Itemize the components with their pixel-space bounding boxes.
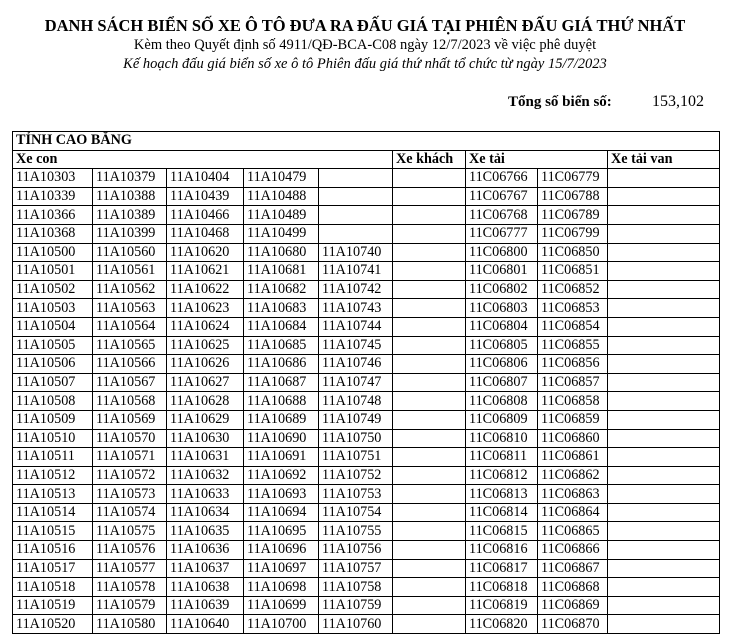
plate-cell: 11C06850 (538, 243, 608, 262)
plate-cell (393, 503, 466, 522)
plate-cell (393, 224, 466, 243)
plate-cell: 11A10640 (167, 615, 244, 634)
plate-cell: 11A10576 (93, 541, 167, 560)
document-title: DANH SÁCH BIỂN SỐ XE Ô TÔ ĐƯA RA ĐẤU GIÁ TẠI PHIÊN ĐẤU GIÁ THỨ NHẤT (44, 16, 686, 35)
plate-cell (393, 410, 466, 429)
plate-cell: 11A10509 (13, 410, 93, 429)
plate-cell: 11C06808 (466, 392, 538, 411)
plate-cell: 11C06805 (466, 336, 538, 355)
plate-cell: 11A10520 (13, 615, 93, 634)
plate-cell (393, 262, 466, 281)
plate-cell (393, 485, 466, 504)
plate-cell: 11C06777 (466, 224, 538, 243)
plate-cell: 11A10638 (167, 578, 244, 597)
plate-cell (608, 466, 720, 485)
plate-cell (393, 596, 466, 615)
plate-cell: 11A10751 (319, 448, 393, 467)
plate-cell: 11A10684 (244, 317, 319, 336)
plate-cell (393, 541, 466, 560)
table-row (13, 429, 720, 448)
plate-cell: 11C06864 (538, 503, 608, 522)
table-row (13, 578, 720, 597)
plate-cell: 11C06811 (466, 448, 538, 467)
plate-cell: 11C06857 (538, 373, 608, 392)
plate-cell: 11A10698 (244, 578, 319, 597)
plate-cell: 11A10622 (167, 280, 244, 299)
plate-cell (319, 169, 393, 188)
plate-cell: 11A10468 (167, 224, 244, 243)
auction-plan-note: Kế hoạch đấu giá biển số xe ô tô Phiên đấu giá thứ nhất tổ chức từ ngày 15/7/2023 (123, 56, 607, 72)
plate-cell: 11C06789 (538, 206, 608, 225)
plate-cell: 11A10466 (167, 206, 244, 225)
plate-cell (608, 336, 720, 355)
plate-cell: 11A10562 (93, 280, 167, 299)
plate-cell: 11C06804 (466, 317, 538, 336)
plate-cell: 11A10339 (13, 187, 93, 206)
plate-cell: 11A10636 (167, 541, 244, 560)
plate-cell (393, 392, 466, 411)
plate-cell: 11A10752 (319, 466, 393, 485)
plate-cell: 11A10579 (93, 596, 167, 615)
plate-cell (319, 187, 393, 206)
plate-cell: 11C06767 (466, 187, 538, 206)
plate-cell: 11C06813 (466, 485, 538, 504)
plate-cell: 11A10516 (13, 541, 93, 560)
plate-cell: 11C06868 (538, 578, 608, 597)
plate-cell: 11A10303 (13, 169, 93, 188)
plate-cell: 11A10574 (93, 503, 167, 522)
plate-cell (608, 317, 720, 336)
plate-cell: 11C06851 (538, 262, 608, 281)
plate-cell (608, 410, 720, 429)
plate-cell: 11C06768 (466, 206, 538, 225)
plate-cell: 11A10571 (93, 448, 167, 467)
plate-cell: 11A10755 (319, 522, 393, 541)
plate-cell: 11A10758 (319, 578, 393, 597)
table-row (13, 262, 720, 281)
plate-cell (393, 466, 466, 485)
plate-cell: 11A10519 (13, 596, 93, 615)
plate-cell: 11A10746 (319, 355, 393, 374)
table-row (13, 503, 720, 522)
plate-cell (608, 503, 720, 522)
plate-cell (608, 187, 720, 206)
plate-cell (608, 485, 720, 504)
plate-cell: 11A10513 (13, 485, 93, 504)
plate-cell: 11A10510 (13, 429, 93, 448)
plate-cell: 11C06852 (538, 280, 608, 299)
plate-cell: 11A10759 (319, 596, 393, 615)
plate-cell (608, 522, 720, 541)
plate-cell: 11A10621 (167, 262, 244, 281)
plate-cell: 11A10479 (244, 169, 319, 188)
plate-cell: 11C06788 (538, 187, 608, 206)
plate-cell: 11A10695 (244, 522, 319, 541)
table-row (13, 410, 720, 429)
plate-cell (393, 169, 466, 188)
plate-cell: 11A10577 (93, 559, 167, 578)
plate-cell: 11A10488 (244, 187, 319, 206)
plate-cell: 11A10500 (13, 243, 93, 262)
plate-cell: 11C06819 (466, 596, 538, 615)
plate-cell: 11A10626 (167, 355, 244, 374)
plate-cell: 11C06856 (538, 355, 608, 374)
plate-cell: 11A10687 (244, 373, 319, 392)
plate-cell: 11A10499 (244, 224, 319, 243)
plate-cell: 11A10578 (93, 578, 167, 597)
plate-cell: 11A10570 (93, 429, 167, 448)
table-row (13, 559, 720, 578)
plate-cell: 11A10507 (13, 373, 93, 392)
plate-cell: 11A10563 (93, 299, 167, 318)
plate-cell: 11A10389 (93, 206, 167, 225)
table-row (13, 280, 720, 299)
plate-cell: 11A10630 (167, 429, 244, 448)
plate-cell: 11A10753 (319, 485, 393, 504)
plate-cell: 11A10504 (13, 317, 93, 336)
plate-cell (608, 169, 720, 188)
plate-cell: 11A10517 (13, 559, 93, 578)
plate-cell: 11A10518 (13, 578, 93, 597)
plate-rows (13, 169, 720, 634)
plate-cell (393, 299, 466, 318)
plate-cell: 11C06854 (538, 317, 608, 336)
plate-cell (608, 392, 720, 411)
plate-cell: 11A10623 (167, 299, 244, 318)
plate-cell: 11A10632 (167, 466, 244, 485)
plate-cell: 11C06860 (538, 429, 608, 448)
plate-cell: 11A10694 (244, 503, 319, 522)
plate-cell: 11C06855 (538, 336, 608, 355)
plate-cell: 11A10756 (319, 541, 393, 560)
table-row (13, 299, 720, 318)
plate-cell (393, 206, 466, 225)
plate-cell (608, 578, 720, 597)
plate-cell: 11C06853 (538, 299, 608, 318)
plate-cell: 11A10745 (319, 336, 393, 355)
plate-cell (393, 559, 466, 578)
plate-cell: 11A10680 (244, 243, 319, 262)
plate-cell: 11A10502 (13, 280, 93, 299)
plate-cell (608, 448, 720, 467)
plate-cell: 11A10748 (319, 392, 393, 411)
plate-cell: 11C06802 (466, 280, 538, 299)
plate-cell: 11A10514 (13, 503, 93, 522)
plate-cell: 11C06820 (466, 615, 538, 634)
plate-cell: 11C06867 (538, 559, 608, 578)
plate-cell: 11C06812 (466, 466, 538, 485)
plate-cell: 11A10747 (319, 373, 393, 392)
plate-cell: 11A10743 (319, 299, 393, 318)
plate-cell: 11A10693 (244, 485, 319, 504)
plate-cell: 11A10489 (244, 206, 319, 225)
plate-cell: 11A10689 (244, 410, 319, 429)
plate-cell (608, 262, 720, 281)
table-row (13, 187, 720, 206)
plate-cell (393, 615, 466, 634)
plate-cell: 11C06800 (466, 243, 538, 262)
plate-cell (608, 559, 720, 578)
plate-cell: 11C06799 (538, 224, 608, 243)
plate-cell: 11A10560 (93, 243, 167, 262)
table-row (13, 392, 720, 411)
decision-reference: Kèm theo Quyết định số 4911/QĐ-BCA-C08 ngày 12/7/2023 về việc phê duyệt (133, 37, 597, 53)
table-row (13, 522, 720, 541)
plate-cell: 11A10627 (167, 373, 244, 392)
plate-cell: 11A10740 (319, 243, 393, 262)
plate-cell: 11A10688 (244, 392, 319, 411)
plate-cell: 11A10511 (13, 448, 93, 467)
plate-cell: 11A10754 (319, 503, 393, 522)
plate-cell: 11A10633 (167, 485, 244, 504)
plate-cell (393, 373, 466, 392)
table-row (13, 448, 720, 467)
plate-cell: 11C06801 (466, 262, 538, 281)
plate-cell: 11A10635 (167, 522, 244, 541)
plate-cell: 11A10685 (244, 336, 319, 355)
plate-cell (608, 615, 720, 634)
plate-cell (608, 429, 720, 448)
plate-cell: 11C06809 (466, 410, 538, 429)
plate-cell (393, 280, 466, 299)
total-plates-value: 153,102 (652, 93, 704, 110)
plate-cell: 11A10439 (167, 187, 244, 206)
plate-cell: 11A10760 (319, 615, 393, 634)
plate-cell: 11C06814 (466, 503, 538, 522)
plate-cell: 11A10368 (13, 224, 93, 243)
plate-cell: 11C06862 (538, 466, 608, 485)
plate-cell: 11C06817 (466, 559, 538, 578)
table-row (13, 355, 720, 374)
plate-cell: 11A10567 (93, 373, 167, 392)
plate-cell: 11C06815 (466, 522, 538, 541)
plate-cell: 11C06779 (538, 169, 608, 188)
plate-cell: 11A10634 (167, 503, 244, 522)
plate-cell: 11A10750 (319, 429, 393, 448)
plate-cell: 11A10620 (167, 243, 244, 262)
plate-cell (608, 243, 720, 262)
plate-cell (393, 578, 466, 597)
plate-cell (393, 355, 466, 374)
table-row (13, 336, 720, 355)
category-xe-con: Xe con (13, 150, 393, 169)
plate-cell: 11A10573 (93, 485, 167, 504)
plate-cell (608, 596, 720, 615)
plate-cell: 11A10366 (13, 206, 93, 225)
plate-cell (393, 317, 466, 336)
table-row (13, 243, 720, 262)
table-row (13, 317, 720, 336)
plate-cell: 11A10628 (167, 392, 244, 411)
plate-cell: 11A10561 (93, 262, 167, 281)
plate-cell: 11A10629 (167, 410, 244, 429)
plate-cell: 11A10639 (167, 596, 244, 615)
plate-cell: 11A10625 (167, 336, 244, 355)
category-xe-tai-van: Xe tải van (608, 150, 720, 169)
table-row (13, 596, 720, 615)
category-xe-khach: Xe khách (393, 150, 466, 169)
plate-cell (393, 336, 466, 355)
table-row (13, 373, 720, 392)
province-header: TỈNH CAO BẰNG (13, 132, 720, 151)
plate-cell (393, 448, 466, 467)
plate-cell: 11C06869 (538, 596, 608, 615)
plate-cell: 11C06863 (538, 485, 608, 504)
plate-cell: 11A10744 (319, 317, 393, 336)
plate-cell: 11A10568 (93, 392, 167, 411)
license-plate-table (12, 131, 720, 634)
plate-cell: 11A10681 (244, 262, 319, 281)
plate-cell: 11A10399 (93, 224, 167, 243)
table-row (13, 169, 720, 188)
plate-cell (608, 541, 720, 560)
plate-cell: 11C06807 (466, 373, 538, 392)
plate-cell: 11A10572 (93, 466, 167, 485)
plate-cell: 11C06818 (466, 578, 538, 597)
plate-cell: 11C06858 (538, 392, 608, 411)
plate-cell: 11A10515 (13, 522, 93, 541)
plate-cell: 11A10631 (167, 448, 244, 467)
table-row (13, 466, 720, 485)
table-row (13, 224, 720, 243)
plate-cell: 11A10637 (167, 559, 244, 578)
plate-cell: 11A10503 (13, 299, 93, 318)
plate-cell: 11A10741 (319, 262, 393, 281)
plate-cell: 11A10682 (244, 280, 319, 299)
plate-cell: 11A10404 (167, 169, 244, 188)
plate-cell (608, 355, 720, 374)
plate-cell: 11A10379 (93, 169, 167, 188)
plate-cell: 11A10508 (13, 392, 93, 411)
plate-cell: 11C06766 (466, 169, 538, 188)
plate-cell: 11A10501 (13, 262, 93, 281)
plate-cell: 11A10686 (244, 355, 319, 374)
plate-cell (393, 243, 466, 262)
plate-cell: 11C06803 (466, 299, 538, 318)
plate-cell (608, 224, 720, 243)
plate-cell (608, 280, 720, 299)
plate-cell: 11A10564 (93, 317, 167, 336)
plate-cell: 11A10697 (244, 559, 319, 578)
plate-cell: 11A10569 (93, 410, 167, 429)
table-row (13, 541, 720, 560)
plate-cell: 11A10690 (244, 429, 319, 448)
plate-cell: 11A10683 (244, 299, 319, 318)
plate-cell: 11A10388 (93, 187, 167, 206)
plate-cell: 11C06861 (538, 448, 608, 467)
plate-cell: 11A10691 (244, 448, 319, 467)
plate-cell: 11A10565 (93, 336, 167, 355)
table-row (13, 485, 720, 504)
plate-cell: 11A10742 (319, 280, 393, 299)
plate-cell: 11A10699 (244, 596, 319, 615)
plate-cell (393, 187, 466, 206)
table-row (13, 615, 720, 634)
plate-cell (319, 224, 393, 243)
table-row (13, 206, 720, 225)
plate-cell: 11C06865 (538, 522, 608, 541)
plate-cell: 11A10696 (244, 541, 319, 560)
plate-cell: 11C06810 (466, 429, 538, 448)
plate-cell: 11A10692 (244, 466, 319, 485)
plate-cell (393, 429, 466, 448)
plate-cell: 11A10506 (13, 355, 93, 374)
category-xe-tai: Xe tải (466, 150, 608, 169)
plate-cell: 11C06859 (538, 410, 608, 429)
plate-cell: 11A10505 (13, 336, 93, 355)
plate-cell (608, 373, 720, 392)
plate-cell: 11C06866 (538, 541, 608, 560)
plate-cell: 11A10749 (319, 410, 393, 429)
plate-cell: 11A10624 (167, 317, 244, 336)
plate-cell (608, 299, 720, 318)
plate-cell: 11C06816 (466, 541, 538, 560)
plate-cell: 11A10700 (244, 615, 319, 634)
plate-cell: 11C06806 (466, 355, 538, 374)
plate-cell (393, 522, 466, 541)
plate-cell (319, 206, 393, 225)
plate-cell: 11A10575 (93, 522, 167, 541)
plate-cell: 11A10566 (93, 355, 167, 374)
plate-cell: 11A10757 (319, 559, 393, 578)
plate-cell: 11A10512 (13, 466, 93, 485)
plate-cell (608, 206, 720, 225)
total-plates-label: Tổng số biển số: (508, 94, 612, 110)
plate-cell: 11A10580 (93, 615, 167, 634)
plate-cell: 11C06870 (538, 615, 608, 634)
